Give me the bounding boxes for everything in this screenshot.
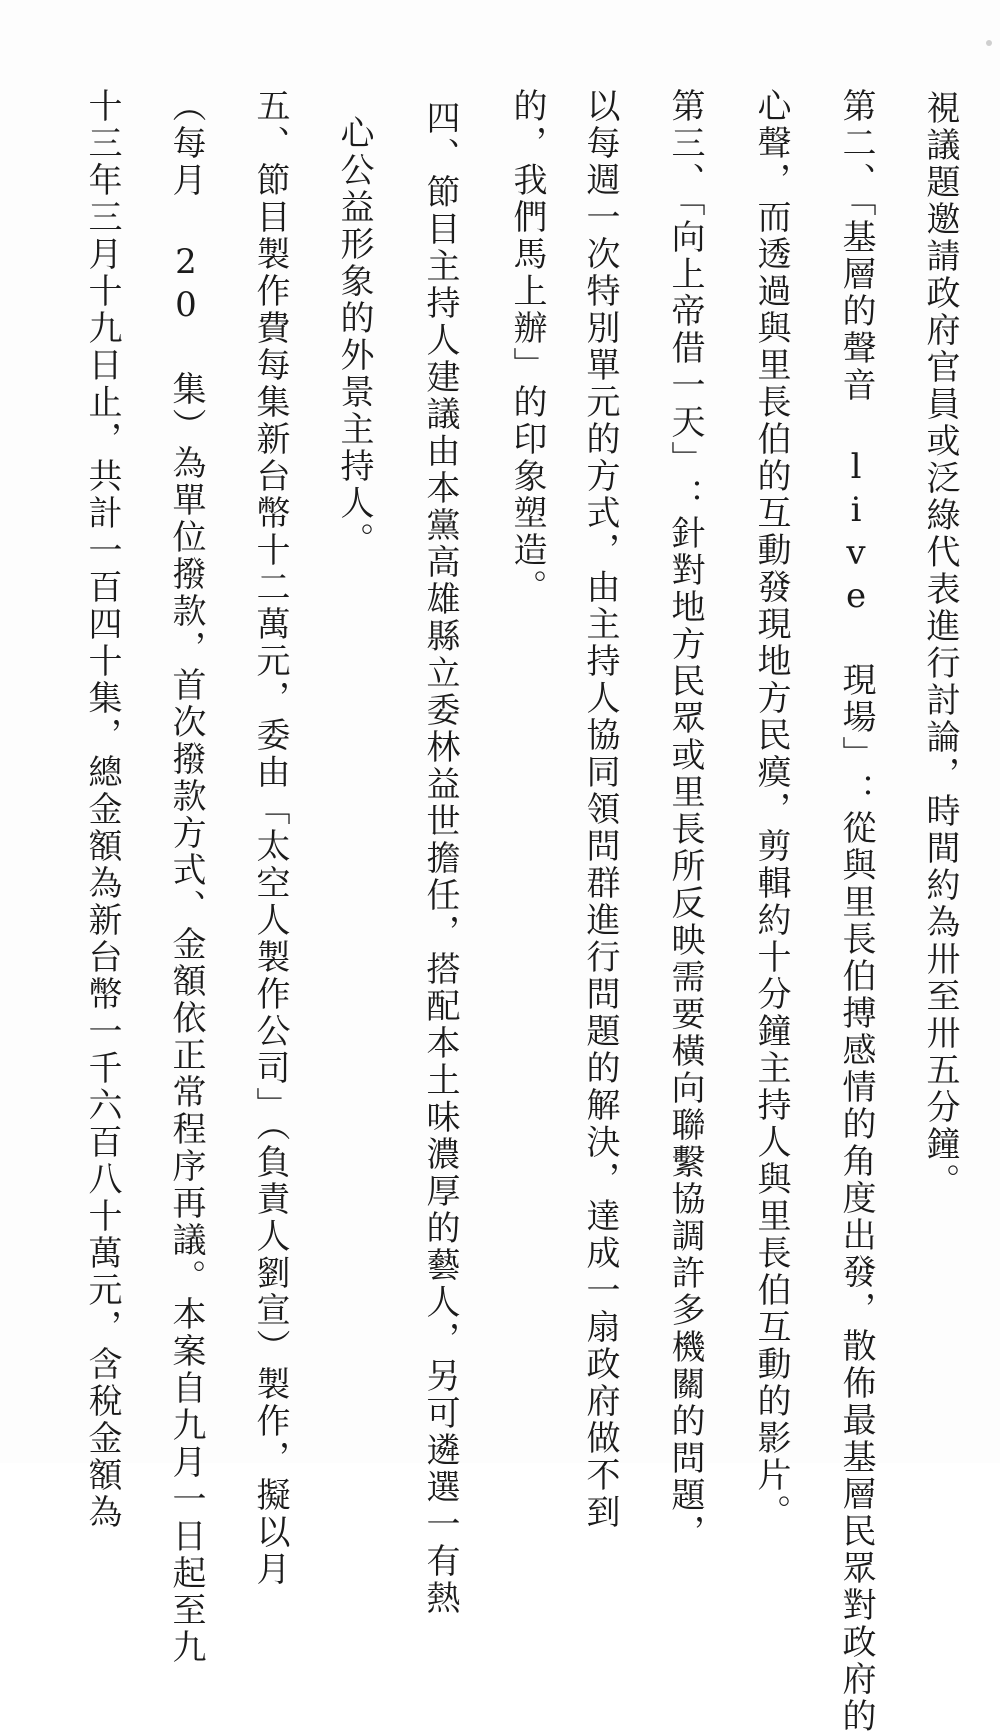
text-column-1: 視議題邀請政府官員或泛綠代表進行討論，時間約為卅至卅五分鐘。: [920, 90, 960, 1200]
text-column-3: 心聲，而透過與里長伯的互動發現地方民瘼，剪輯約十分鐘主持人與里長伯互動的影片。: [751, 88, 791, 1531]
text-column-6: 的，我們馬上辦」的印象塑造。: [507, 88, 547, 606]
text-column-11: 十三年三月十九日止，共計一百四十集，總金額為新台幣一千六百八十萬元，含稅金額為: [82, 88, 122, 1531]
text-column-8: 心公益形象的外景主持人。: [334, 115, 374, 559]
text-column-5: 以每週一次特別單元的方式，由主持人協同領問群進行問題的解決，達成一扇政府做不到: [580, 88, 620, 1531]
text-column-7: 四、節目主持人建議由本黨高雄縣立委林益世擔任，搭配本土味濃厚的藝人，另可遴選一有熱: [420, 100, 460, 1617]
text-column-4: 第三、「向上帝借一天」：針對地方民眾或里長所反映需要橫向聯繫協調許多機關的問題，: [665, 88, 705, 1551]
scan-dot: [986, 40, 992, 46]
text-column-2: 第二、「基層的聲音 live 現場」：從與里長伯搏感情的角度出發，散佈最基層民眾對政府的: [836, 88, 876, 1735]
text-column-9: 五、節目製作費每集新台幣十二萬元，委由「太空人製作公司」（負責人劉宣）製作，擬以月: [250, 88, 290, 1588]
text-column-10: （每月 20 集）為單位撥款，首次撥款方式、金額依正常程序再議。本案自九月一日起至九: [166, 88, 206, 1666]
